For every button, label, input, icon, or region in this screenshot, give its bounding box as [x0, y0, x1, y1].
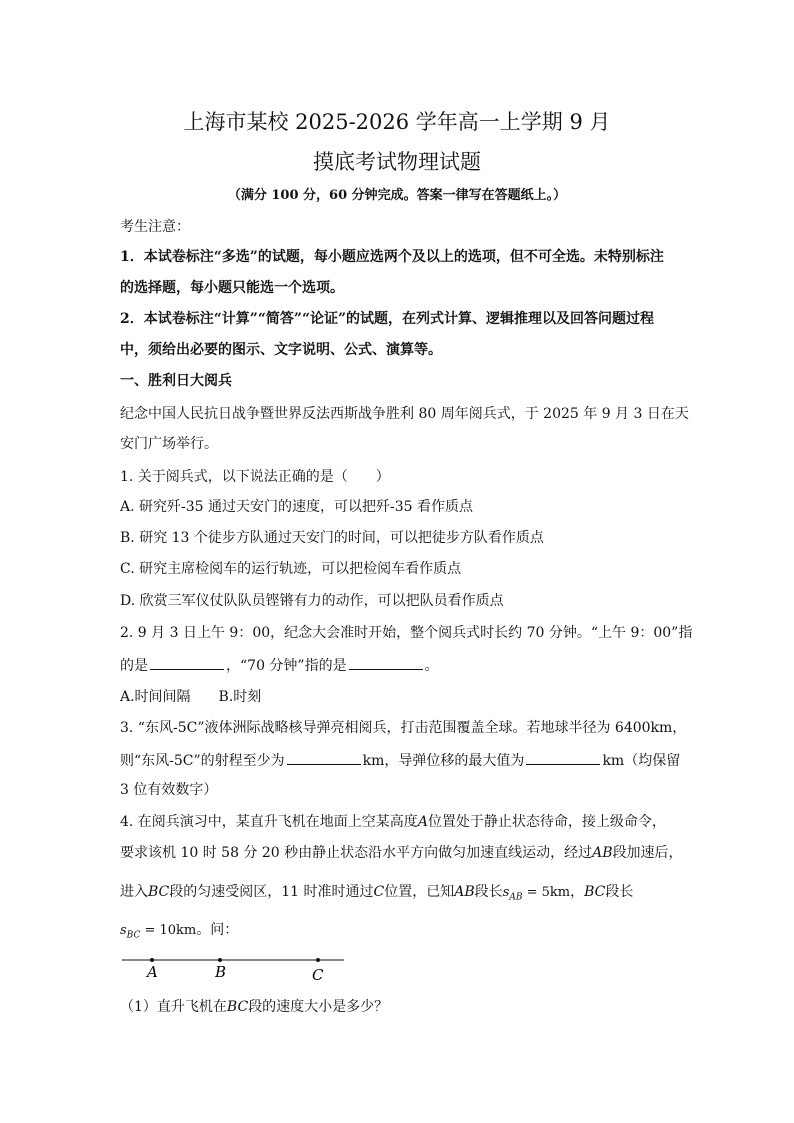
- q4-sub1-b: 段的速度大小是多少？: [248, 999, 389, 1015]
- q4-var-a: A: [417, 814, 428, 830]
- eq-bc-s: s: [120, 923, 127, 938]
- q4-line3-f: 段长: [605, 884, 634, 900]
- q1-option-b: B. 研究 13 个徒步方队通过天安门的时间，可以把徒步方队看作质点: [120, 530, 544, 546]
- q2-answer-blank-2[interactable]: [349, 654, 423, 670]
- q4-line3: [120, 882, 633, 908]
- exam-title-line1: 上海市某校 2025-2026 学年高一上学期 9 月: [183, 110, 611, 134]
- notice-item1-line1: 1．本试卷标注“多选”的试题，每小题应选两个及以上的选项，但不可全选。未特别标注: [120, 249, 664, 265]
- q4-line1-b: 位置处于静止状态待命，接上级命令，: [427, 814, 666, 830]
- q2-line1: 2. 9 月 3 日上午 9：00，纪念大会准时开始，整个阅兵式时长约 70 分钟。“上午 9：00”指: [120, 625, 693, 641]
- q4-sub1-a: （1）直升飞机在: [120, 999, 227, 1015]
- q4-var-bc: BC: [148, 884, 170, 900]
- q2-line2: [120, 654, 439, 676]
- exam-subtitle: （满分 100 分，60 分钟完成。答案一律写在答题纸上。）: [227, 188, 567, 203]
- q1-option-a: A. 研究歼-35 通过天安门的速度，可以把歼-35 看作质点: [120, 499, 473, 515]
- section1-intro-line1: 纪念中国人民抗日战争暨世界反法西斯战争胜利 80 周年阅兵式，于 2025 年 9 月 3 日在天: [120, 406, 689, 422]
- q4-var-bc-2: BC: [584, 884, 606, 900]
- equation-s-bc: [120, 923, 197, 941]
- q4-var-ab: AB: [592, 845, 613, 861]
- eq-ab-s: s: [502, 885, 510, 900]
- q4-line3-c: 位置，已知: [384, 884, 455, 900]
- q3-answer-blank-1[interactable]: [287, 749, 361, 765]
- q1-stem: 1. 关于阅兵式，以下说法正确的是（ ）: [120, 469, 390, 485]
- notice-heading: 考生注意：: [120, 219, 190, 235]
- q4-sub1-var: BC: [226, 999, 249, 1015]
- equation-s-ab: [502, 885, 571, 903]
- q1-option-c: C. 研究主席检阅车的运行轨迹，可以把检阅车看作质点: [120, 561, 462, 577]
- section1-intro-line2: 安门广场举行。: [120, 436, 218, 452]
- q4-line3-e: ，: [570, 884, 585, 900]
- diagram-label-c: C: [312, 966, 324, 984]
- q2-choices: A.时间间隔 B.时刻: [120, 689, 262, 705]
- q1-option-d: D. 欣赏三军仪仗队队员铿锵有力的动作，可以把队员看作质点: [120, 593, 504, 609]
- q4-line3-d: 段长: [474, 884, 503, 900]
- eq-ab-sub: AB: [509, 892, 523, 903]
- diagram-point-b: [218, 958, 222, 962]
- q2-line2-b: ，“70 分钟”指的是: [226, 658, 347, 674]
- diagram-label-a: A: [147, 963, 158, 981]
- q3-line1: 3. “东风-5C”液体洲际战略核导弹亮相阅兵，打击范围覆盖全球。若地球半径为 6400km，: [120, 720, 687, 736]
- q4-var-c: C: [373, 884, 385, 900]
- q4-line2-a: 要求该机 10 时 58 分 20 秒由静止状态沿水平方向做匀加速直线运动，经过: [120, 845, 593, 861]
- q2-answer-blank-1[interactable]: [150, 654, 224, 670]
- exam-title-line2: 摸底考试物理试题: [313, 150, 481, 174]
- q4-line-diagram: [118, 950, 348, 986]
- q2-line2-c: 。: [424, 658, 439, 674]
- q4-line1-a: 4. 在阅兵演习中，某直升飞机在地面上空某高度: [120, 814, 418, 830]
- q4-line4-b: 。问：: [196, 922, 239, 938]
- q3-answer-blank-2[interactable]: [526, 749, 600, 765]
- q3-line2-b: km，导弹位移的最大值为: [362, 753, 525, 769]
- q2-line2-a: 的是: [120, 658, 148, 674]
- q4-line3-a: 进入: [120, 884, 148, 900]
- q4-line2: [120, 843, 683, 863]
- section1-heading: 一、胜利日大阅兵: [120, 373, 232, 389]
- q3-line2-c: km（均保留: [602, 753, 681, 769]
- q4-line2-b: 段加速后，: [612, 845, 683, 861]
- diagram-label-b: B: [215, 963, 227, 981]
- notice-item2-line2: 中，须给出必要的图示、文字说明、公式、演算等。: [120, 342, 442, 358]
- notice-item2-line1: 2．本试卷标注“计算”“简答”“论证”的试题，在列式计算、逻辑推理以及回答问题过程: [120, 311, 655, 327]
- diagram-point-a: [150, 958, 154, 962]
- q3-line2-a: 则“东风-5C”的射程至少为: [120, 753, 285, 769]
- q4-var-ab-2: AB: [454, 884, 475, 900]
- q3-line3: 3 位有效数字）: [120, 782, 218, 798]
- q4-line1: [120, 812, 666, 832]
- q4-sub1: [120, 997, 388, 1017]
- q4-line3-b: 段的匀速受阅区，11 时准时通过: [169, 884, 374, 900]
- notice-item1-line2: 的选择题，每小题只能选一个选项。: [120, 280, 344, 296]
- eq-ab-rhs: = 5km: [522, 885, 571, 900]
- q4-line4: [120, 920, 238, 946]
- eq-bc-sub: BC: [126, 930, 141, 941]
- diagram-point-c: [316, 958, 320, 962]
- q3-line2: [120, 749, 680, 771]
- eq-bc-rhs: = 10km: [140, 923, 197, 938]
